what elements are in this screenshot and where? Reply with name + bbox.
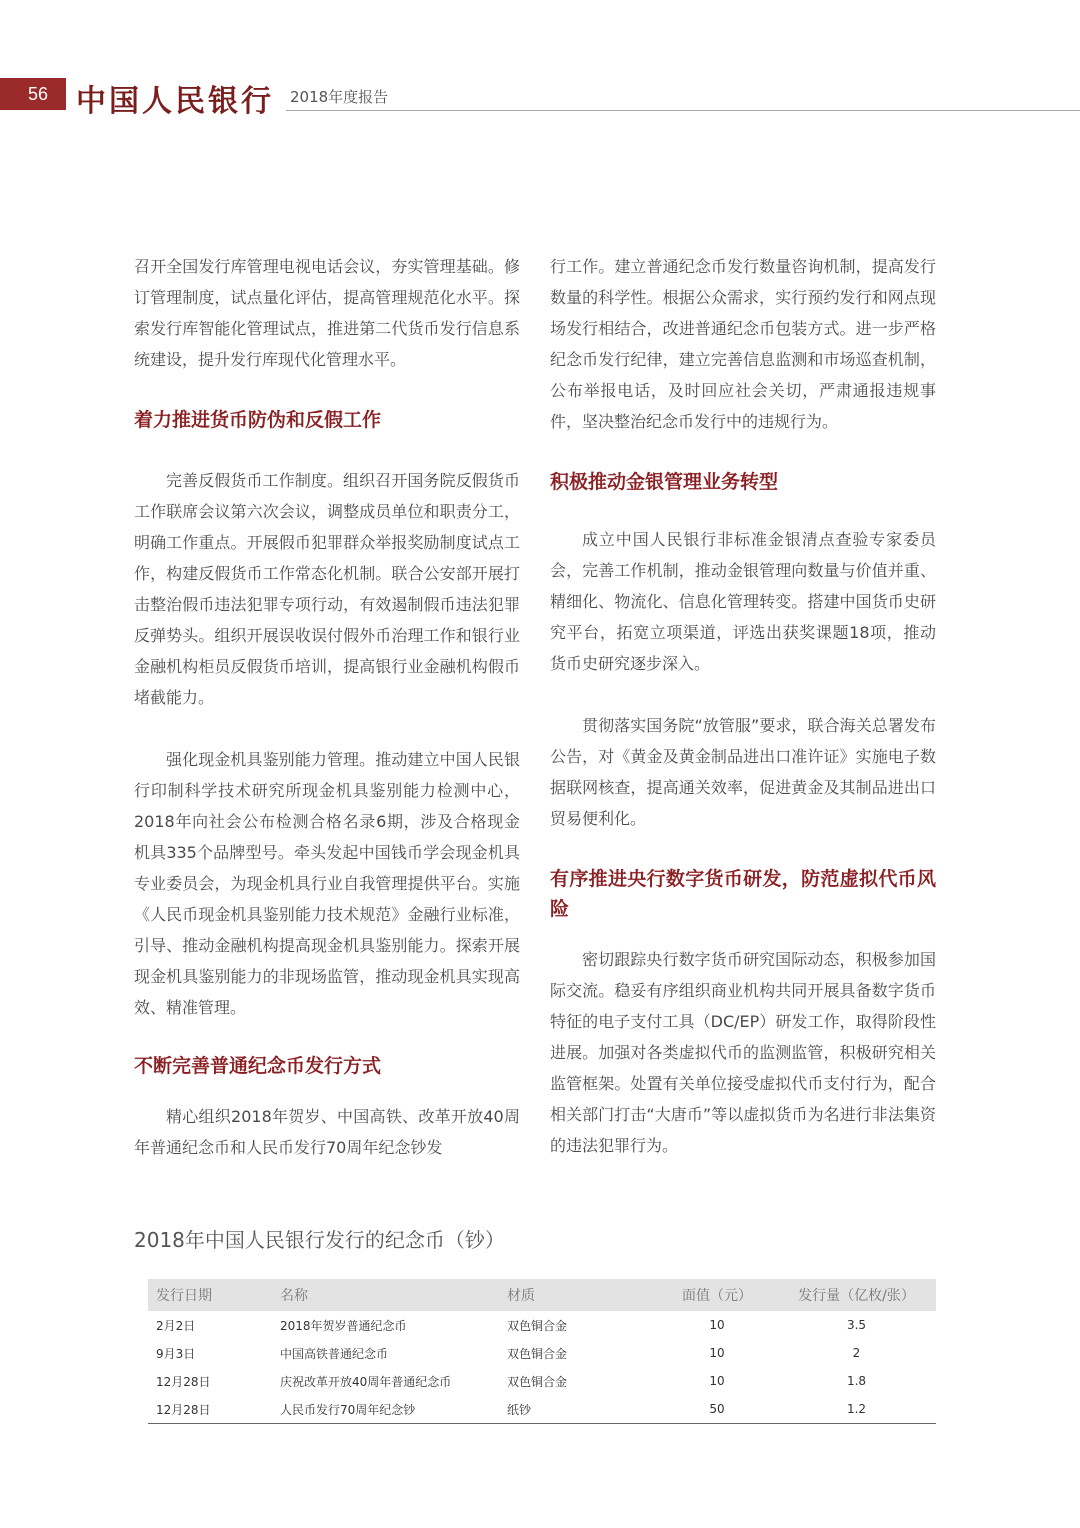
- column-header-material: 材质: [499, 1279, 657, 1311]
- cell-volume: 2: [852, 1346, 861, 1360]
- table-row: [148, 1339, 936, 1367]
- section-heading: 有序推进央行数字货币研发，防范虚拟代币风险: [550, 868, 936, 920]
- section-heading: 积极推动金银管理业务转型: [550, 471, 779, 493]
- commemorative-coin-table: [148, 1279, 936, 1424]
- body-paragraph: 行工作。建立普通纪念币发行数量咨询机制，提高发行数量的科学性。根据公众需求，实行预约发行和网点现场发行相结合，改进普通纪念币包装方式。进一步严格纪念币发行纪律，建立完善信息监测和市场巡查机制，公布举报电话，及时回应社会关切，严肃通报违规事件，坚决整治纪念币发行中的违规行为。: [550, 257, 936, 431]
- cell-date: 12月28日: [148, 1395, 272, 1424]
- cell-material: 纸钞: [499, 1395, 657, 1424]
- cell-name: 2018年贺岁普通纪念币: [280, 1318, 407, 1333]
- table-row: [148, 1367, 936, 1395]
- cell-material: 双色铜合金: [507, 1346, 568, 1361]
- body-paragraph: 完善反假货币工作制度。组织召开国务院反假货币工作联席会议第六次会议，调整成员单位和职责分工，明确工作重点。开展假币犯罪群众举报奖励制度试点工作，构建反假货币工作常态化机制。联合公安部开展打击整治假币违法犯罪专项行动，有效遏制假币违法犯罪反弹势头。组织开展误收误付假外币治理工作和银行业金融机构柜员反假货币培训，提高银行业金融机构假币堵截能力。: [134, 471, 520, 707]
- body-paragraph: 成立中国人民银行非标准金银清点查验专家委员会，完善工作机制，推动金银管理向数量与价值并重、精细化、物流化、信息化管理转变。搭建中国货币史研究平台，拓宽立项渠道，评选出获奖课题18项，推动货币史研究逐步深入。: [550, 530, 936, 673]
- left-column: [134, 251, 520, 1163]
- section-heading: 不断完善普通纪念币发行方式: [134, 1055, 382, 1077]
- column-header-date: 发行日期: [148, 1279, 272, 1311]
- body-paragraph: 密切跟踪央行数字货币研究国际动态，积极参加国际交流。稳妥有序组织商业机构共同开展具备数字货币特征的电子支付工具（DC/EP）研发工作，取得阶段性进展。加强对各类虚拟代币的监测监管，积极研究相关监管框架。处置有关单位接受虚拟代币支付行为，配合相关部门打击“大唐币”等以虚拟货币为名进行非法集资的违法犯罪行为。: [550, 950, 936, 1155]
- table-row: [148, 1395, 936, 1424]
- header-rule: [286, 110, 1080, 111]
- page-number: 56: [28, 84, 49, 104]
- cell-material: 双色铜合金: [507, 1318, 568, 1333]
- column-header-name: 名称: [272, 1279, 499, 1311]
- report-year: 2018年度报告: [290, 88, 389, 106]
- bank-logo: 中国人民银行: [76, 84, 274, 119]
- section-heading: 着力推进货币防伪和反假工作: [134, 409, 382, 431]
- cell-date: 12月28日: [156, 1374, 211, 1389]
- intro-paragraph: 召开全国发行库管理电视电话会议，夯实管理基础。修订管理制度，试点量化评估，提高管理规范化水平。探索发行库智能化管理试点，推进第二代货币发行信息系统建设，提升发行库现代化管理水平。: [134, 257, 520, 369]
- cell-volume: 3.5: [846, 1318, 867, 1332]
- right-column: [550, 251, 936, 1161]
- cell-face-value: 10: [709, 1374, 725, 1388]
- table-title: 2018年中国人民银行发行的纪念币（钞）: [134, 1228, 505, 1252]
- cell-name: 人民币发行70周年纪念钞: [272, 1395, 499, 1424]
- table-header-row: [148, 1279, 936, 1311]
- cell-face-value: 10: [709, 1318, 725, 1332]
- cell-date: 9月3日: [156, 1346, 196, 1361]
- body-paragraph: 精心组织2018年贺岁、中国高铁、改革开放40周年普通纪念币和人民币发行70周年纪念钞发: [134, 1107, 520, 1157]
- table-row: [148, 1311, 936, 1339]
- cell-volume: 1.2: [777, 1395, 936, 1424]
- cell-name: 中国高铁普通纪念币: [280, 1346, 389, 1361]
- column-header-face-value: 面值（元）: [657, 1279, 777, 1311]
- cell-date: 2月2日: [156, 1318, 196, 1333]
- column-header-volume: 发行量（亿枚/张）: [777, 1279, 936, 1311]
- cell-face-value: 50: [657, 1395, 777, 1424]
- cell-volume: 1.8: [846, 1374, 867, 1388]
- cell-name: 庆祝改革开放40周年普通纪念币: [280, 1374, 452, 1389]
- cell-face-value: 10: [709, 1346, 725, 1360]
- body-paragraph: 贯彻落实国务院“放管服”要求，联合海关总署发布公告，对《黄金及黄金制品进出口准许证》实施电子数据联网核查，提高通关效率，促进黄金及其制品进出口贸易便利化。: [550, 716, 936, 828]
- body-paragraph: 强化现金机具鉴别能力管理。推动建立中国人民银行印制科学技术研究所现金机具鉴别能力检测中心，2018年向社会公布检测合格名录6期，涉及合格现金机具335个品牌型号。牵头发起中国钱币学会现金机具专业委员会，为现金机具行业自我管理提供平台。实施《人民币现金机具鉴别能力技术规范》金融行业标准，引导、推动金融机构提高现金机具鉴别能力。探索开展现金机具鉴别能力的非现场监管，推动现金机具实现高效、精准管理。: [134, 750, 520, 1017]
- cell-material: 双色铜合金: [507, 1374, 568, 1389]
